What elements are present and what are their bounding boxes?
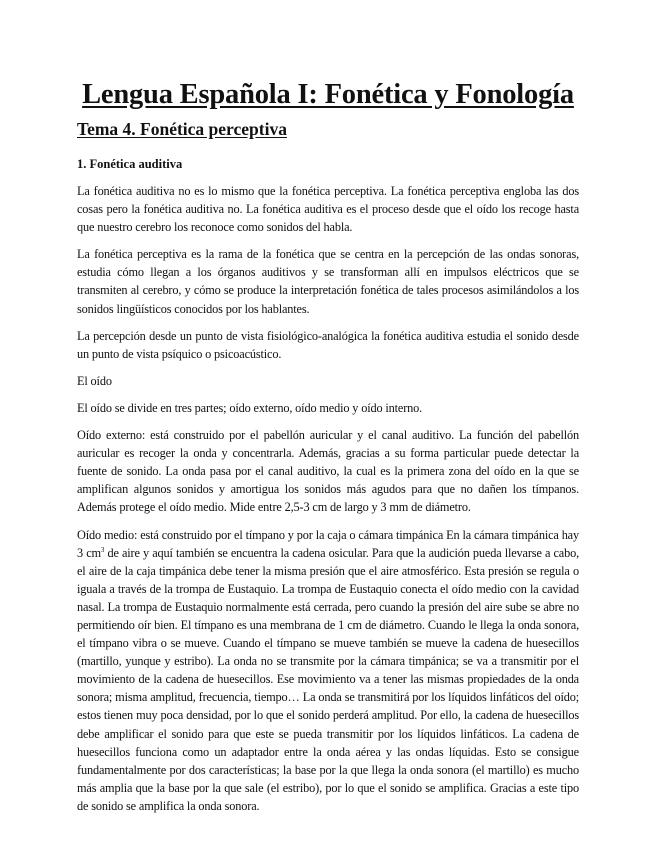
paragraph-ear-heading: El oído	[77, 373, 112, 388]
paragraph-perceptual-phonetics: La fonética perceptiva es la rama de la fonética que se centra en la percepción de las ondas sonoras, estudia cómo llegan a los órganos auditivos y se transforman allí en impulsos eléctricos que se transmiten al cerebro, y cómo se produce la interpretación fonética de tales procesos asimilándolos a los sonidos lingüísticos conocidos por los hablantes.	[77, 247, 579, 316]
middle-ear-text-rest: de aire y aquí también se encuentra la cadena osicular. Para que la audición pueda llevarse a cabo, el aire de la caja timpánica debe tener la misma presión que el aire atmosférico. Esta presión se regula o iguala a través de la trompa de Eustaquio. La trompa de Eustaquio conecta el oído medio con la cavidad nasal. La trompa de Eustaquio normalmente está cerrada, pero cuando la presión del aire sube se abre no permitiendo oír bien. El tímpano es una membrana de 1 cm de diámetro. Cuando le llega la onda sonora, el tímpano vibra o se mueve. Cuando el tímpano se mueve también se mueve la cadena de huesecillos (martillo, yunque y estribo). La onda no se transmite por la cámara timpánica; se va a transmitir por el movimiento de la cadena de huesecillos. Ese movimiento va a tener las mismas propiedades de la onda sonora; misma amplitud, frecuencia, tiempo… La onda se transmitirá por los líquidos linfáticos del oído; estos tienen muy poca densidad, por lo que el sonido perderá amplitud. Por ello, la cadena de huesecillos debe amplificar el sonido para que este se pueda transmitir por los líquidos linfáticos. La cadena de huesecillos funciona como un adaptador entre la onda aérea y las ondas líquidas. Esto se consigue fundamentalmente por dos características; la base por la que llega la onda sonora (el martillo) es mucho más amplia que la base por la que sale (el estribo), por lo que el sonido se amplifica. Gracias a este tipo de sonido se amplifica la onda sonora.	[77, 545, 579, 813]
topic-heading: Tema 4. Fonética perceptiva	[77, 119, 287, 139]
cubic-superscript: 3	[100, 545, 105, 554]
paragraph-ear-parts: El oído se divide en tres partes; oído externo, oído medio y oído interno.	[77, 400, 423, 415]
paragraph-outer-ear: Oído externo: está construido por el pabellón auricular y el canal auditivo. La función del pabellón auricular es recoger la onda y concentrarla. Además, gracias a su forma particular puede detectar la fuente de sonido. La onda pasa por el canal auditivo, la cual es la primera zona del oído en la que se amplifican algunos sonidos y amortigua los sonidos más agudos para que no dañen los tímpanos. Además protege el oído medio. Mide entre 2,5-3 cm de largo y 3 mm de diámetro.	[77, 428, 579, 515]
section-heading: 1. Fonética auditiva	[77, 157, 183, 171]
paragraph-auditory-phonetics: La fonética auditiva no es lo mismo que la fonética perceptiva. La fonética perceptiva engloba las dos cosas pero la fonética auditiva no. La fonética auditiva es el proceso desde que el oído los recoge hasta que nuestro cerebro los reconoce como sonidos del habla.	[77, 184, 579, 235]
middle-ear-text-start: Oído medio: está construido por el tímpano y por la caja o cámara timpánica En la cámara timpánica hay 3 cm	[77, 527, 579, 560]
paragraph-perception-viewpoint: La percepción desde un punto de vista fisiológico-analógica la fonética auditiva estudia el sonido desde un punto de vista psíquico o psicoacústico.	[77, 328, 579, 361]
document-title: Lengua Española I: Fonética y Fonología	[82, 79, 574, 110]
paragraph-middle-ear	[77, 526, 579, 816]
